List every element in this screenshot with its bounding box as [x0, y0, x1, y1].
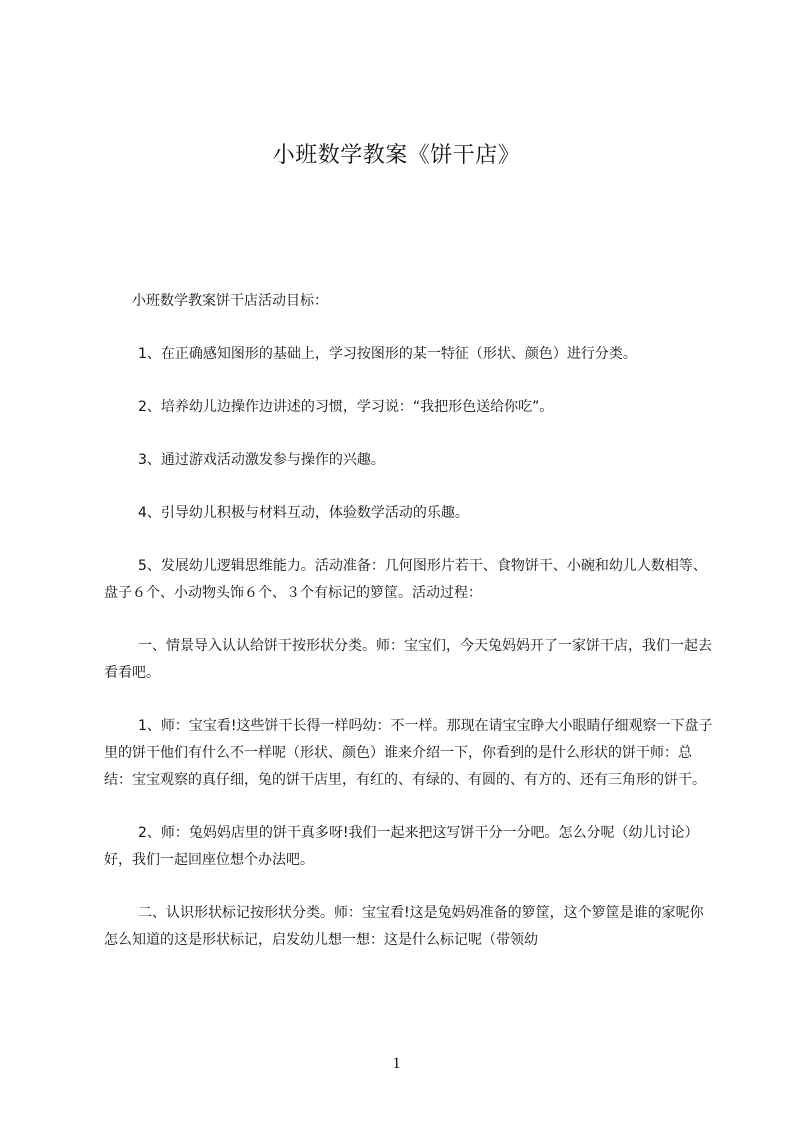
paragraph-objective-4: 4、引导幼儿积极与材料互动，体验数学活动的乐趣。 [138, 505, 469, 521]
paragraph-objective-1: 1、在正确感知图形的基础上，学习按图形的某一特征（形状、颜色）进行分类。 [138, 346, 637, 362]
paragraph-objective-2: 2、培养幼儿边操作边讲述的习惯，学习说：“我把形色送给你吃”。 [138, 399, 554, 415]
paragraph-objective-3: 3、通过游戏活动激发参与操作的兴趣。 [138, 452, 385, 468]
page-number: 1 [392, 1055, 401, 1072]
paragraph-step-1-sub-2: 2、师：兔妈妈店里的饼干真多呀!我们一起来把这写饼干分一分吧。怎么分呢（幼儿讨论）好，我们一起回座位想个办法吧。 [104, 825, 699, 868]
paragraph-objectives-heading: 小班数学教案饼干店活动目标： [132, 293, 328, 309]
paragraph-step-1-intro: 一、情景导入认认给饼干按形状分类。师：宝宝们，今天兔妈妈开了一家饼干店，我们一起去看看吧。 [104, 638, 712, 681]
document-title: 小班数学教案《饼干店》 [272, 143, 521, 168]
paragraph-step-2: 二、认识形状标记按形状分类。师：宝宝看!这是兔妈妈准备的箩筐，这个箩筐是谁的家呢你怎么知道的这是形状标记，启发幼儿想一想：这是什么标记呢（带领幼 [104, 905, 704, 948]
document-body [104, 288, 714, 980]
paragraph-step-1-sub-1: 1、师：宝宝看!这些饼干长得一样吗幼：不一样。那现在请宝宝睁大小眼睛仔细观察一下盘子里的饼干他们有什么不一样呢（形状、颜色）谁来介绍一下，你看到的是什么形状的饼干师：总结：宝宝观察的真仔细，兔的饼干店里，有红的、有绿的、有圆的、有方的、还有三角形的饼干。 [104, 718, 713, 788]
paragraph-objective-5-and-preparation: 5、发展幼儿逻辑思维能力。活动准备：几何图形片若干、食物饼干、小碗和幼儿人数相等、盘子６个、小动物头饰６个、３个有标记的箩筐。活动过程： [104, 558, 707, 601]
